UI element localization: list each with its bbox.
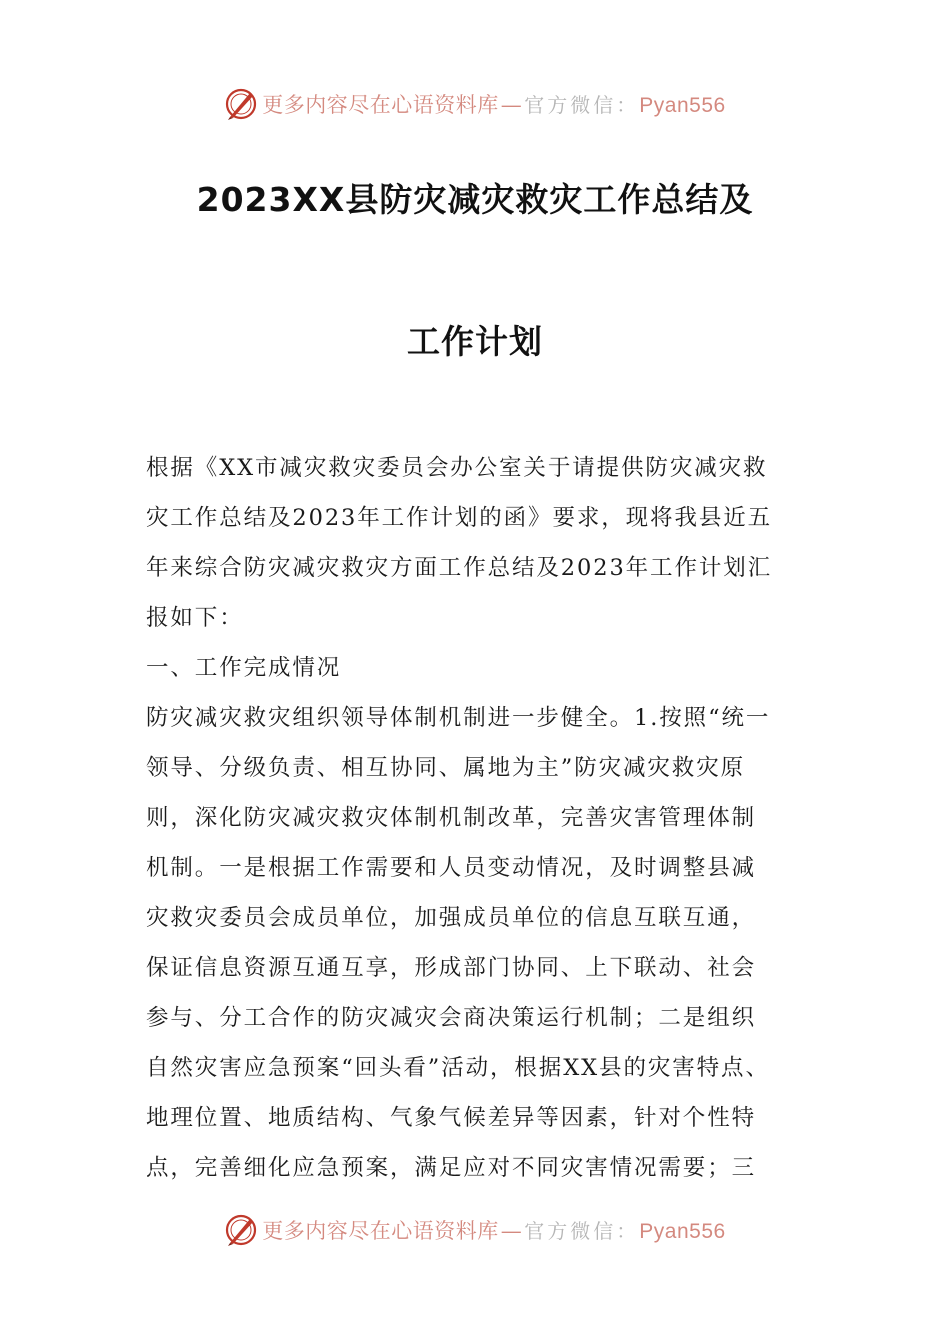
- body-line: 自然灾害应急预案“回头看”活动，根据XX县的灾害特点、: [146, 1055, 770, 1081]
- watermark-label: 官方微信：: [524, 1219, 640, 1243]
- body-line: 防灾减灾救灾组织领导体制机制进一步健全。1.按照“统一: [146, 705, 771, 731]
- document-title-line-1: 2023XX县防灾减灾救灾工作总结及: [196, 180, 754, 219]
- watermark-site-name: 更多内容尽在心语资料库: [262, 93, 499, 117]
- watermark-text: [262, 1215, 725, 1245]
- watermark-text: [262, 89, 725, 119]
- pen-circle-logo-icon: [224, 1213, 258, 1247]
- body-line: 领导、分级负责、相互协同、属地为主”防灾减灾救灾原: [146, 755, 746, 781]
- body-line: 则，深化防灾减灾救灾体制机制改革，完善灾害管理体制: [146, 805, 757, 831]
- body-line: 年来综合防灾减灾救灾方面工作总结及2023年工作计划汇: [146, 555, 773, 581]
- watermark-wechat-id: Pyan556: [639, 94, 726, 117]
- watermark-dash: —: [500, 1219, 523, 1243]
- section-heading: 一、工作完成情况: [146, 655, 342, 681]
- watermark-banner-bottom: [0, 1208, 950, 1252]
- body-line: 报如下：: [146, 605, 244, 631]
- watermark-banner-top: [0, 82, 950, 126]
- body-line: 机制。一是根据工作需要和人员变动情况，及时调整县减: [146, 855, 757, 881]
- watermark-site-name: 更多内容尽在心语资料库: [262, 1219, 499, 1243]
- body-line: 地理位置、地质结构、气象气候差异等因素，针对个性特: [146, 1105, 757, 1131]
- body-line: 根据《XX市减灾救灾委员会办公室关于请提供防灾减灾救: [146, 455, 768, 481]
- body-line: 参与、分工合作的防灾减灾会商决策运行机制；二是组织: [146, 1005, 757, 1031]
- pen-circle-logo-icon: [224, 87, 258, 121]
- body-line: 灾工作总结及2023年工作计划的函》要求，现将我县近五: [146, 505, 773, 531]
- watermark-dash: —: [500, 93, 523, 117]
- document-body: [146, 450, 836, 1200]
- body-line: 点，完善细化应急预案，满足应对不同灾害情况需要；三: [146, 1155, 757, 1181]
- body-line: 保证信息资源互通互享，形成部门协同、上下联动、社会: [146, 955, 757, 981]
- watermark-wechat-id: Pyan556: [639, 1220, 726, 1243]
- watermark-label: 官方微信：: [524, 93, 640, 117]
- body-line: 灾救灾委员会成员单位，加强成员单位的信息互联互通，: [146, 905, 757, 931]
- document-title-line-2: 工作计划: [407, 322, 543, 361]
